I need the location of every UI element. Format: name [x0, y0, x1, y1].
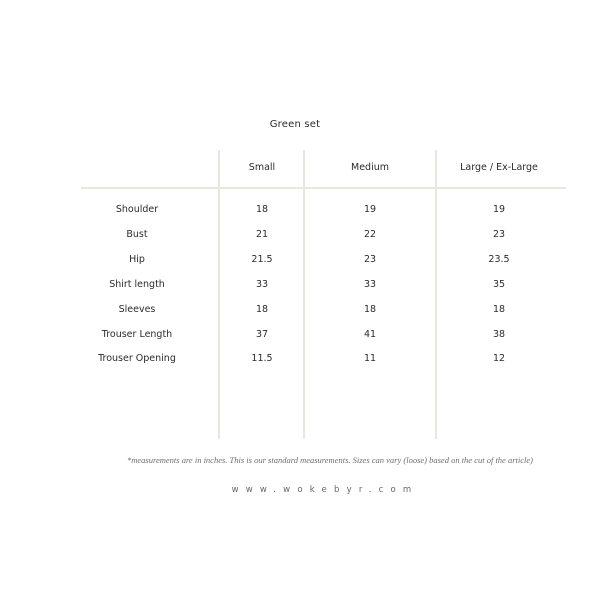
table-cell: 18	[255, 204, 269, 215]
table-cell: 37	[255, 329, 269, 340]
table-cell: 33	[363, 279, 377, 290]
table-cell: 19	[492, 204, 506, 215]
header-divider	[81, 187, 566, 189]
size-chart-title: Green set	[269, 119, 321, 130]
row-label: Bust	[126, 229, 148, 240]
column-divider-1	[218, 150, 220, 439]
row-label: Hip	[129, 254, 145, 265]
table-cell: 12	[492, 353, 506, 364]
row-label: Shoulder	[115, 204, 159, 215]
table-cell: 11	[363, 353, 377, 364]
footnote: *measurements are in inches. This is our standard measurements. Sizes can vary (loose) based on the cut of the article)	[127, 455, 533, 465]
table-cell: 35	[492, 279, 506, 290]
table-cell: 23	[363, 254, 377, 265]
table-cell: 23	[492, 229, 506, 240]
row-label: Shirt length	[109, 279, 165, 290]
table-cell: 18	[363, 304, 377, 315]
table-cell: 19	[363, 204, 377, 215]
row-label: Trouser Length	[101, 329, 173, 340]
table-cell: 11.5	[251, 353, 273, 364]
table-cell: 38	[492, 329, 506, 340]
table-cell: 18	[492, 304, 506, 315]
table-cell: 22	[363, 229, 377, 240]
column-header-small: Small	[248, 162, 276, 173]
table-cell: 41	[363, 329, 377, 340]
table-cell: 18	[255, 304, 269, 315]
column-divider-3	[435, 150, 437, 439]
row-label: Trouser Opening	[98, 353, 176, 364]
row-label: Sleeves	[118, 304, 156, 315]
column-header-medium: Medium	[351, 162, 389, 173]
website-url: www.wokebyr.com	[231, 485, 419, 495]
table-cell: 21.5	[251, 254, 273, 265]
column-header-large: Large / Ex-Large	[460, 162, 538, 173]
table-cell: 21	[255, 229, 269, 240]
column-divider-2	[303, 150, 305, 439]
table-cell: 23.5	[488, 254, 510, 265]
table-cell: 33	[255, 279, 269, 290]
